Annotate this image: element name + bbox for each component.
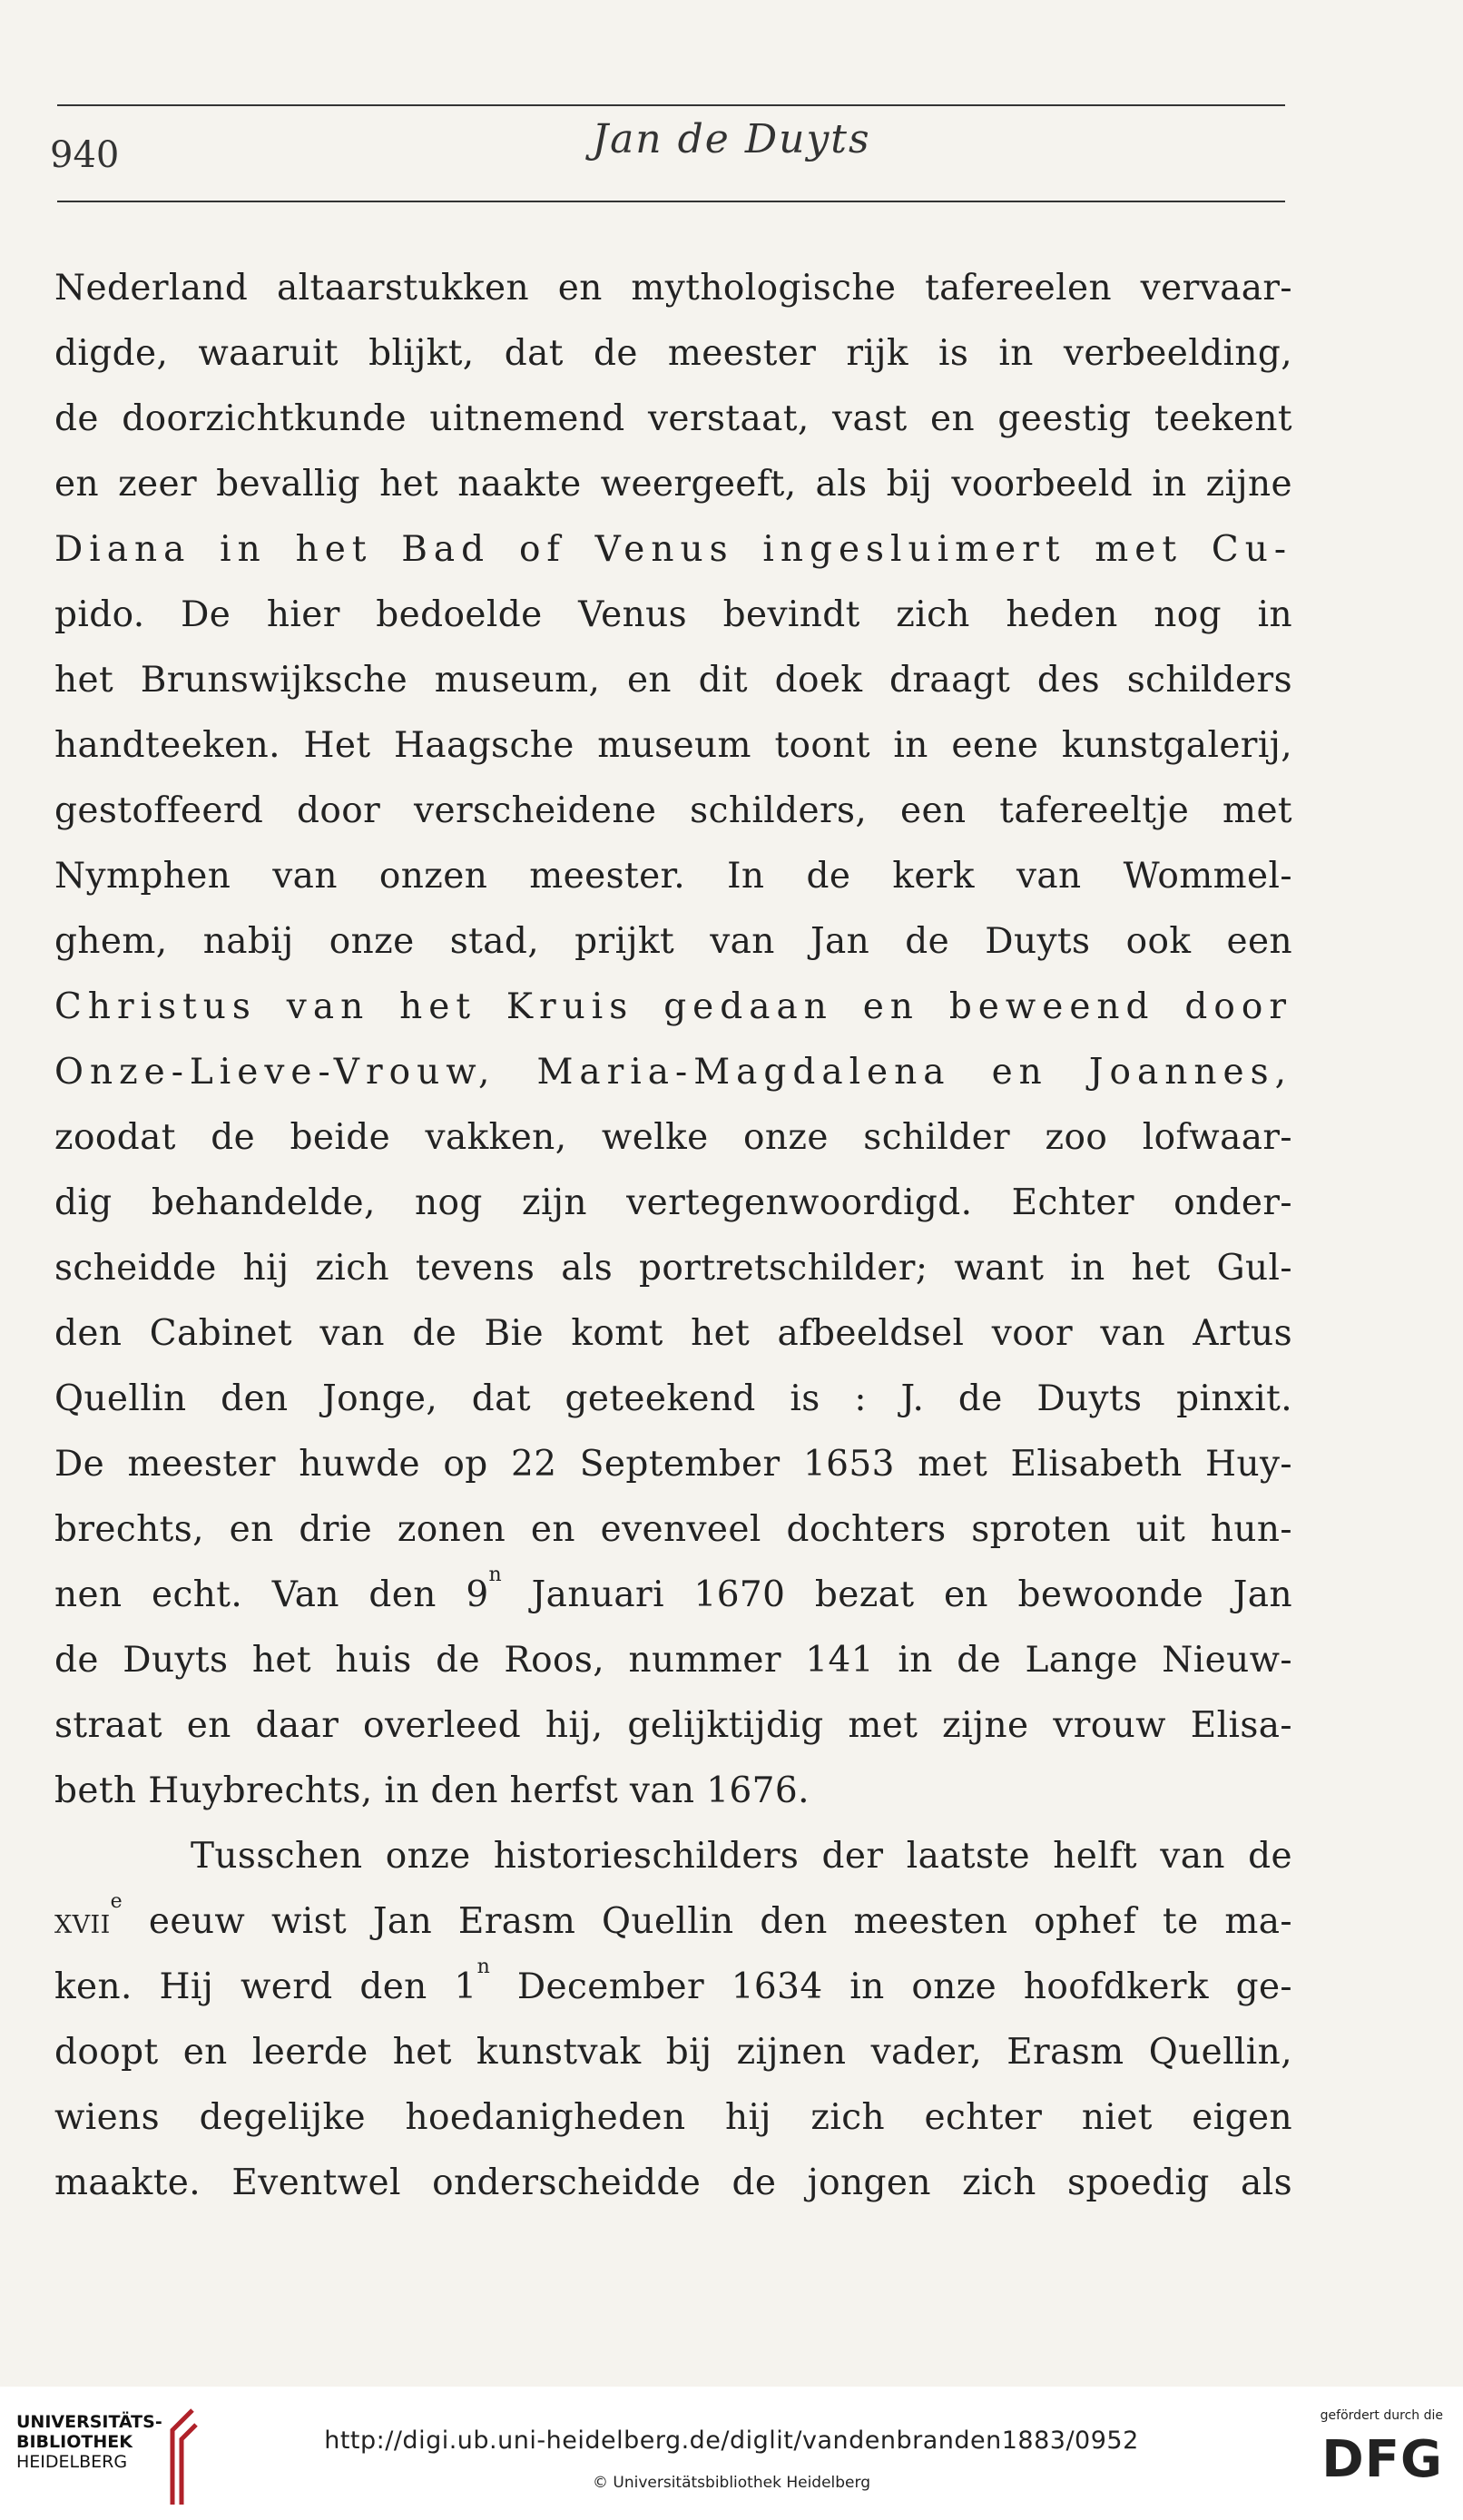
text-line: pido. De hier bedoelde Venus bevindt zich heden nog in (54, 594, 1292, 635)
text-line: brechts, en drie zonen en evenveel dochters sproten uit hun- (54, 1509, 1292, 1550)
text-line: zoodat de beide vakken, welke onze schilder zoo lofwaar- (54, 1117, 1292, 1158)
body-text (54, 256, 1292, 2216)
dfg-logo: DFG (1321, 2430, 1443, 2489)
header-rule-top (57, 104, 1285, 106)
text-line: ken. Hij werd den 1$^n$ December 1634 in onze hoofdkerk ge- (54, 1956, 1292, 2007)
text-line: Quellin den Jonge, dat geteekend is : J. de Duyts pinxit. (54, 1378, 1292, 1419)
header-rule-bottom (57, 201, 1285, 202)
text-line: Nymphen van onzen meester. In de kerk van Wommel- (54, 856, 1292, 897)
text-line: Christus van het Kruis gedaan en beweend door (54, 986, 1292, 1027)
text-line: Nederland altaarstukken en mythologische tafereelen vervaar- (54, 268, 1292, 309)
text-line: xvii$^e$ eeuw wist Jan Erasm Quellin den meesten ophef te ma- (54, 1890, 1292, 1942)
page-number: 940 (50, 134, 120, 176)
footer-bar (0, 2387, 1463, 2520)
text-line: doopt en leerde het kunstvak bij zijnen vader, Erasm Quellin, (54, 2032, 1292, 2073)
text-line: de doorzichtkunde uitnemend verstaat, vast en geestig teekent (54, 398, 1292, 439)
text-line: beth Huybrechts, in den herfst van 1676. (54, 1770, 810, 1811)
text-line: handteeken. Het Haagsche museum toont in eene kunstgalerij, (54, 725, 1292, 766)
text-line: straat en daar overleed hij, gelijktijdig met zijne vrouw Elisa- (54, 1705, 1292, 1746)
funding-note: gefördert durch die (1320, 2408, 1443, 2423)
text-line: ghem, nabij onze stad, prijkt van Jan de Duyts ook een (54, 921, 1292, 962)
text-line: Diana in het Bad of Venus ingesluimert met Cu- (54, 529, 1292, 570)
text-line: het Brunswijksche museum, en dit doek draagt des schilders (54, 660, 1292, 701)
text-line: De meester huwde op 22 September 1653 met Elisabeth Huy- (54, 1444, 1292, 1485)
copyright-notice: © Universitätsbibliothek Heidelberg (592, 2474, 870, 2492)
text-line: gestoffeerd door verscheidene schilders, een tafereeltje met (54, 790, 1292, 831)
text-line: en zeer bevallig het naakte weergeeft, als bij voorbeeld in zijne (54, 464, 1292, 505)
library-logo-text: UNIVERSITÄTS- BIBLIOTHEK HEIDELBERG (16, 2412, 162, 2472)
text-line: dig behandelde, nog zijn vertegenwoordigd. Echter onder- (54, 1182, 1292, 1223)
text-line: digde, waaruit blijkt, dat de meester rijk is in verbeelding, (54, 333, 1292, 374)
running-title: Jan de Duyts (592, 116, 871, 162)
text-line: Onze-Lieve-Vrouw, Maria-Magdalena en Joannes, (54, 1052, 1292, 1093)
text-line: den Cabinet van de Bie komt het afbeeldsel voor van Artus (54, 1313, 1292, 1354)
text-line-paragraph-start: Tusschen onze historieschilders der laatste helft van de (191, 1836, 1292, 1877)
text-line: maakte. Eventwel onderscheidde de jongen zich spoedig als (54, 2162, 1292, 2203)
source-url-link[interactable]: http://digi.ub.uni-heidelberg.de/diglit/vandenbranden1883/0952 (324, 2427, 1139, 2455)
text-line: de Duyts het huis de Roos, nummer 141 in de Lange Nieuw- (54, 1640, 1292, 1681)
text-line: scheidde hij zich tevens als portretschilder; want in het Gul- (54, 1248, 1292, 1289)
text-line: nen echt. Van den 9$^n$ Januari 1670 bezat en bewoonde Jan (54, 1564, 1292, 1615)
text-line: wiens degelijke hoedanigheden hij zich echter niet eigen (54, 2097, 1292, 2138)
